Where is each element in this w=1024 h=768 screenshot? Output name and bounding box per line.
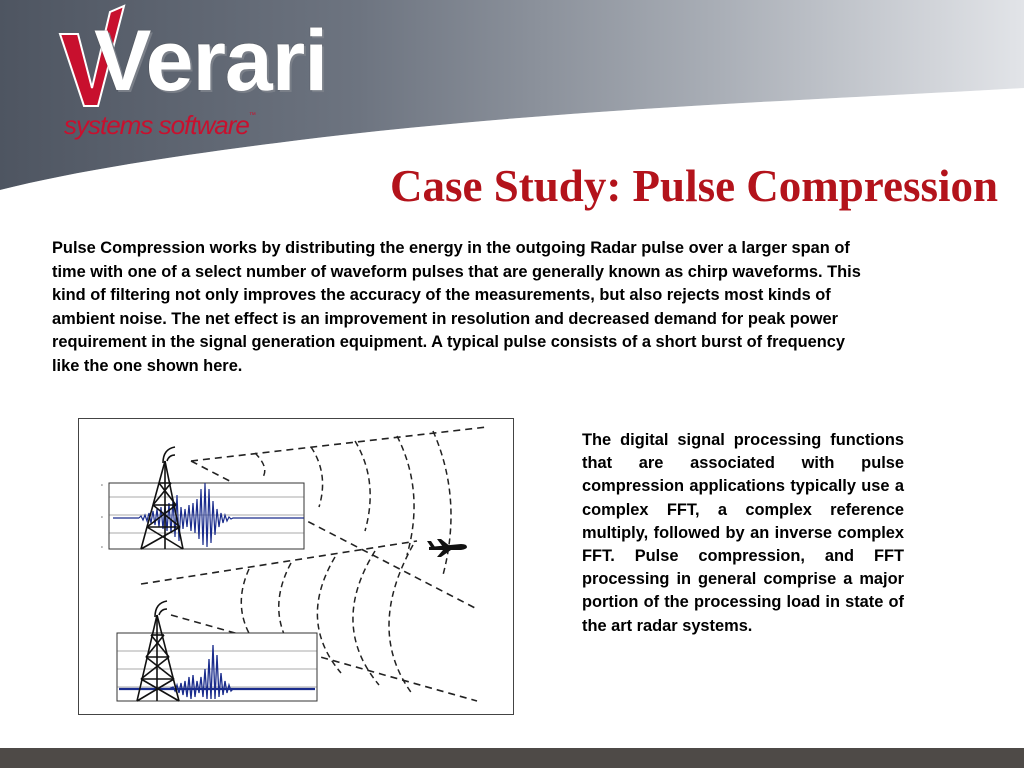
svg-text:0: 0 — [101, 483, 103, 487]
logo-tagline — [64, 112, 255, 138]
slide-title: Case Study: Pulse Compression — [390, 161, 998, 211]
upper-beam-top-edge — [191, 427, 487, 461]
svg-text:0: 0 — [101, 515, 103, 519]
verari-logo — [58, 0, 328, 150]
footer-bar — [0, 748, 1024, 768]
lower-waveform-plot — [117, 633, 317, 701]
aircraft-icon — [427, 539, 467, 557]
radar-illustration — [78, 418, 514, 715]
trademark-symbol: ™ — [248, 112, 255, 119]
svg-text:0: 0 — [101, 545, 103, 549]
logo-wordmark: Verari — [94, 13, 328, 109]
logo-tagline-text: systems software — [64, 110, 249, 140]
side-paragraph: The digital signal processing functions that are associated with pulse compression applications typically use a complex FFT, a complex reference multiply, followed by an inverse complex FFT. Pulse compression, and FFT processing in general comprise a major portion of the processing load in state of the art radar systems. — [582, 431, 904, 635]
intro-paragraph: Pulse Compression works by distributing the energy in the outgoing Radar pulse over a larger span of time with one of a select number of waveform pulses that are generally known as chirp waveforms. This kind of filtering not only improves the accuracy of the measurements, but also rejects most kinds of ambient noise. The net effect is an improvement in resolution and decreased demand for peak power requirement in the signal generation equipment. A typical pulse consists of a short burst of frequency like the one shown here. — [52, 239, 861, 375]
upper-waveform-plot — [101, 483, 304, 549]
radar-diagram-svg — [79, 419, 513, 714]
